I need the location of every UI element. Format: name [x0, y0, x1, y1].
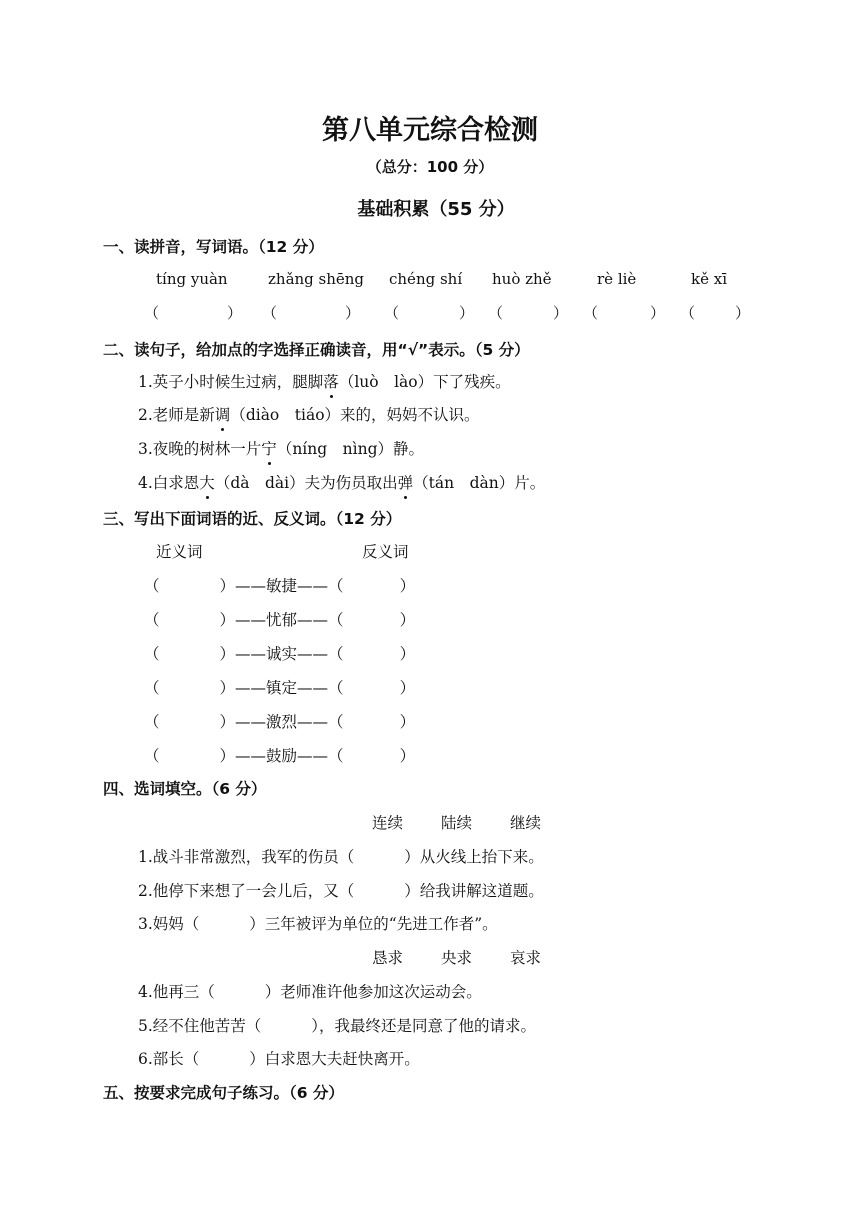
word-choice: 央求 — [441, 949, 473, 967]
question-4-4[interactable]: 4.他再三（ ）老师准许他参加这次运动会。 — [138, 983, 482, 1001]
question-4-2[interactable]: 2.他停下来想了一会儿后，又（ ）给我讲解这道题。 — [138, 882, 544, 900]
page-title: 第八单元综合检测 — [322, 115, 538, 146]
question-4-3[interactable]: 3.妈妈（ ）三年被评为单位的“先进工作者”。 — [138, 915, 498, 933]
dotted-char: 宁 — [261, 437, 277, 459]
answer-blank-1[interactable]: （ ） — [144, 304, 243, 322]
pinyin-3: chéng shí — [389, 270, 463, 288]
question-4-5[interactable]: 5.经不住他苦苦（ ），我最终还是同意了他的请求。 — [138, 1017, 537, 1035]
question-4-6[interactable]: 6.部长（ ）白求恩大夫赶快离开。 — [138, 1050, 420, 1068]
word-pair-row[interactable]: （ ）——镇定——（ ） — [144, 679, 416, 697]
pinyin-6: kě xī — [691, 270, 727, 288]
word-pair-row[interactable]: （ ）——敏捷——（ ） — [144, 577, 416, 595]
dotted-char: 大 — [199, 471, 215, 493]
pinyin-4: huò zhě — [492, 270, 552, 288]
section-1-heading: 一、读拼音，写词语。（12 分） — [103, 238, 324, 256]
section-4-heading: 四、选词填空。（6 分） — [103, 780, 267, 798]
pinyin-5: rè liè — [597, 270, 637, 288]
word-choice: 陆续 — [441, 814, 473, 832]
word-choice: 恳求 — [372, 949, 404, 967]
part-heading: 基础积累（55 分） — [357, 199, 515, 220]
word-pair-row[interactable]: （ ）——激烈——（ ） — [144, 713, 416, 731]
dotted-char: 落 — [323, 370, 339, 392]
word-choice: 继续 — [510, 814, 542, 832]
word-choice: 连续 — [372, 814, 404, 832]
dotted-char: 弹 — [398, 471, 414, 493]
question-2-2: 2.老师是新调（diào tiáo）来的，妈妈不认识。 — [138, 403, 480, 425]
antonym-label: 反义词 — [362, 543, 409, 561]
question-2-1: 1.英子小时候生过病，腿脚落（luò lào）下了残疾。 — [138, 370, 511, 392]
question-4-1[interactable]: 1.战斗非常激烈，我军的伤员（ ）从火线上抬下来。 — [138, 848, 544, 866]
dotted-char: 调 — [215, 403, 231, 425]
pinyin-1: tíng yuàn — [156, 270, 228, 288]
total-score: （总分：100 分） — [366, 158, 494, 176]
section-3-heading: 三、写出下面词语的近、反义词。（12 分） — [103, 510, 402, 528]
word-pair-row[interactable]: （ ）——鼓励——（ ） — [144, 747, 416, 765]
question-2-4: 4.白求恩大（dà dài）夫为伤员取出弹（tán dàn）片。 — [138, 471, 545, 493]
answer-blank-3[interactable]: （ ） — [384, 304, 475, 322]
word-pair-row[interactable]: （ ）——诚实——（ ） — [144, 645, 416, 663]
answer-blank-4[interactable]: （ ） — [488, 304, 569, 322]
answer-blank-6[interactable]: （ ） — [680, 304, 751, 322]
pinyin-2: zhǎng shēng — [268, 270, 365, 288]
answer-blank-2[interactable]: （ ） — [262, 304, 361, 322]
section-5-heading: 五、按要求完成句子练习。（6 分） — [103, 1084, 344, 1102]
synonym-label: 近义词 — [156, 543, 203, 561]
section-2-heading: 二、读句子，给加点的字选择正确读音，用“√”表示。（5 分） — [103, 341, 530, 359]
word-choice: 哀求 — [510, 949, 542, 967]
question-2-3: 3.夜晚的树林一片宁（níng nìng）静。 — [138, 437, 424, 459]
word-pair-row[interactable]: （ ）——忧郁——（ ） — [144, 611, 416, 629]
answer-blank-5[interactable]: （ ） — [583, 304, 666, 322]
